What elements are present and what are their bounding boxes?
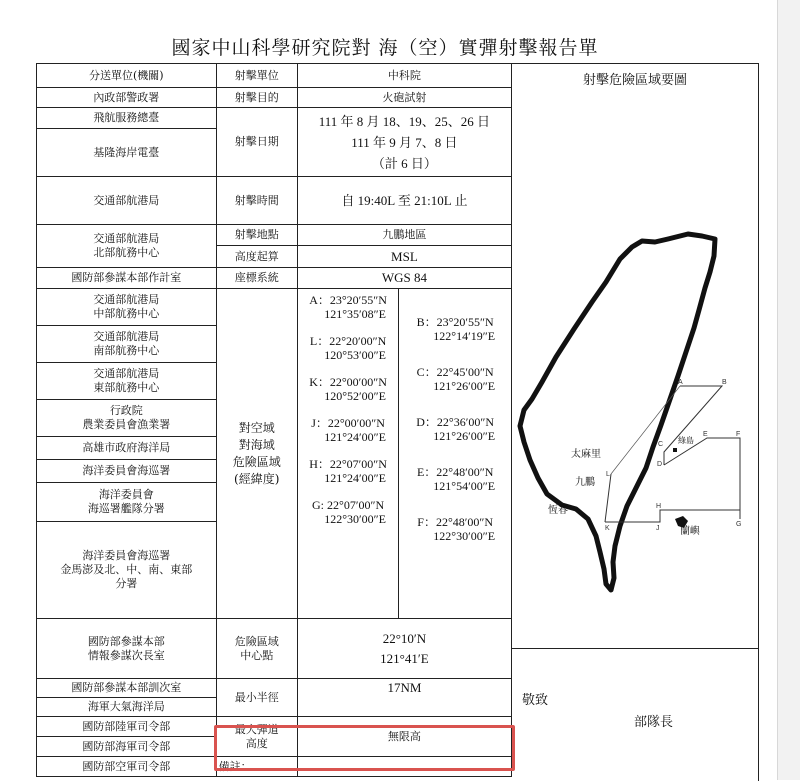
point-lon: 122°14′19″E	[433, 329, 496, 343]
point-label-a: A	[678, 379, 683, 386]
point-b	[401, 315, 509, 343]
unit-value: 中科院	[297, 64, 511, 88]
center-value	[297, 619, 511, 679]
dates-value	[297, 108, 511, 177]
altitude-label: 高度起算	[216, 246, 297, 268]
radius-label: 最小半徑	[216, 679, 297, 717]
dist-north-port-line1: 交通部航港局	[93, 232, 160, 245]
dist-line: 金馬澎及北、中、南、東部	[60, 563, 193, 576]
center-label-line: 危險區域	[234, 634, 279, 648]
dist-regional-branches	[37, 522, 216, 618]
place-value: 九鵬地區	[297, 225, 511, 246]
point-label-h: H	[656, 503, 662, 510]
time-value: 自 19:40L 至 21:10L 止	[297, 177, 511, 225]
point-g	[300, 498, 396, 526]
dates-line-1: 111 年 8 月 18、19、25、26 日	[318, 113, 491, 129]
dist-training: 國防部參謀本部訓次室	[37, 679, 217, 698]
dist-line: 海洋委員會	[98, 488, 154, 501]
dist-east-port	[37, 363, 216, 400]
map-label-hengchun: 恆春	[548, 505, 568, 516]
point-lat: A：23°20′55″N	[309, 293, 387, 307]
point-f	[401, 515, 509, 543]
highlight-box	[214, 722, 515, 771]
point-lat: K：22°00′00″N	[309, 375, 387, 389]
point-label-j: J	[656, 525, 660, 532]
unit-label: 射擊單位	[216, 64, 297, 88]
dist-north-port	[37, 225, 217, 268]
map-label-lanyu: 蘭嶼	[680, 526, 700, 537]
radius-value: 17NM	[297, 679, 511, 717]
dist-central-port	[37, 289, 216, 326]
point-lat: H：22°07′00″N	[309, 457, 387, 471]
point-label-k: K	[605, 525, 610, 532]
dist-intelligence	[37, 619, 217, 679]
point-label-c: C	[658, 441, 664, 448]
map-label-ludao: 綠島	[678, 436, 694, 445]
center-lat: 22°10′N	[382, 630, 427, 646]
dist-north-port-line2: 北部航務中心	[93, 246, 160, 259]
signature-panel	[512, 648, 759, 781]
dist-coast-radio: 基隆海岸電臺	[37, 129, 217, 177]
point-lon: 121°54′00″E	[433, 479, 496, 493]
danger-label-line: 對海域	[238, 437, 275, 452]
dist-line: 中部航務中心	[93, 307, 160, 320]
point-lon: 120°53′00″E	[324, 348, 386, 362]
remarks-label: 備註：	[216, 757, 297, 777]
dist-coast-guard	[37, 460, 216, 483]
point-lat: J：22°00′00″N	[311, 416, 385, 430]
danger-label-line: 危險區域	[232, 454, 281, 469]
dist-line: 分署	[115, 577, 138, 590]
dist-police: 內政部警政署	[37, 88, 217, 108]
dist-fleet-branch	[37, 483, 216, 522]
point-label-e: E	[703, 431, 708, 438]
dist-line: 農業委員會漁業署	[82, 418, 171, 431]
map-title: 射擊危險區域要圖	[582, 73, 687, 88]
purpose-value: 火砲試射	[297, 88, 511, 108]
dist-line: 海洋委員會海巡署	[82, 549, 171, 562]
point-lon: 122°30′00″E	[324, 512, 386, 526]
point-lat: L：22°20′00″N	[309, 334, 387, 348]
danger-points-left	[297, 289, 398, 619]
map-label-taimali: 太麻里	[571, 449, 601, 460]
point-lon: 121°26′00″E	[433, 379, 496, 393]
dist-navy-weather: 海軍大氣海洋局	[37, 698, 217, 717]
dist-line: 交通部航港局	[93, 330, 160, 343]
dist-port-bureau: 交通部航港局	[37, 177, 217, 225]
danger-label-line: (經緯度)	[234, 471, 280, 486]
point-label-l: L	[606, 471, 610, 478]
center-lon: 121°41′E	[380, 650, 429, 666]
point-k	[300, 375, 396, 403]
point-lat: C：22°45′00″N	[416, 365, 494, 379]
distribution-header: 分送單位(機關)	[37, 64, 217, 88]
purpose-label: 射擊目的	[216, 88, 297, 108]
map-label-jiupeng: 九鵬	[575, 477, 595, 488]
danger-label-line: 對空域	[238, 420, 275, 435]
point-lat: E：22°48′00″N	[416, 465, 494, 479]
dist-mnd-plans: 國防部參謀本部作計室	[37, 268, 217, 289]
point-a	[300, 293, 396, 321]
point-lat: B：23°20′55″N	[416, 315, 494, 329]
max-alt-label-line: 高度	[245, 736, 268, 750]
center-label-line: 中心點	[240, 648, 274, 662]
dist-kaohsiung-marine	[37, 437, 216, 460]
point-lon: 121°24′00″E	[324, 430, 386, 444]
salutation: 敬致	[522, 693, 549, 708]
dates-line-3: （計 6 日）	[371, 155, 437, 171]
dist-flight-service: 飛航服務總臺	[37, 108, 217, 129]
dist-line: 交通部航港局	[93, 367, 160, 380]
danger-area-map-panel	[512, 63, 759, 649]
document-title: 國家中山科學研究院對 海（空）實彈射擊報告單	[171, 37, 599, 59]
dist-line: 海巡署艦隊分署	[87, 502, 165, 515]
point-lon: 121°24′00″E	[324, 471, 386, 485]
point-j	[300, 416, 396, 444]
point-label-b: B	[722, 379, 727, 386]
point-e	[401, 465, 509, 493]
point-lat: F：22°48′00″N	[417, 515, 494, 529]
point-lat: G: 22°07′00″N	[312, 498, 385, 512]
point-label-g: G	[736, 521, 742, 528]
dist-line: 海洋委員會海巡署	[82, 464, 171, 477]
point-c	[401, 365, 509, 393]
dates-line-2: 111 年 9 月 7、8 日	[351, 134, 458, 150]
danger-points-right	[399, 289, 512, 619]
center-label	[216, 619, 297, 679]
max-alt-value: 無限高	[297, 717, 511, 757]
dist-army: 國防部陸軍司令部	[37, 717, 217, 737]
report-table	[36, 63, 512, 777]
taiwan-map	[512, 64, 758, 649]
dist-line: 情報參謀次長室	[87, 648, 165, 662]
unit-commander: 部隊長	[634, 715, 674, 730]
danger-area-distribution	[37, 289, 217, 619]
dates-label: 射擊日期	[216, 108, 297, 177]
time-label: 射擊時間	[216, 177, 297, 225]
danger-boundary-a-l	[611, 386, 680, 474]
point-h	[300, 457, 396, 485]
point-label-f: F	[736, 431, 741, 438]
dist-line: 國防部參謀本部	[87, 634, 165, 648]
point-lon: 121°26′00″E	[433, 429, 496, 443]
point-d	[401, 415, 509, 443]
max-alt-label-line: 最大彈道	[234, 722, 279, 736]
point-lon: 121°35′08″E	[324, 307, 386, 321]
altitude-value: MSL	[297, 246, 511, 268]
danger-area-label	[216, 289, 297, 619]
coord-system-label: 座標系統	[216, 268, 297, 289]
coord-system-value: WGS 84	[297, 268, 511, 289]
point-lat: D：22°36′00″N	[416, 415, 495, 429]
dist-south-port	[37, 326, 216, 363]
dist-line: 南部航務中心	[93, 344, 160, 357]
dist-line: 行政院	[109, 404, 143, 417]
dist-line: 交通部航港局	[93, 293, 160, 306]
dist-air-force: 國防部空軍司令部	[37, 757, 217, 777]
dist-navy: 國防部海軍司令部	[37, 737, 217, 757]
place-label: 射擊地點	[216, 225, 297, 246]
dist-line: 高雄市政府海洋局	[82, 441, 171, 454]
point-lon: 122°30′00″E	[433, 529, 496, 543]
point-lon: 120°52′00″E	[324, 389, 386, 403]
dist-line: 東部航務中心	[93, 381, 160, 394]
page-edge	[777, 0, 800, 780]
danger-boundary-l-k	[605, 474, 611, 522]
point-label-d: D	[657, 461, 663, 468]
point-l	[300, 334, 396, 362]
green-island-icon	[673, 448, 677, 452]
dist-fisheries	[37, 400, 216, 437]
